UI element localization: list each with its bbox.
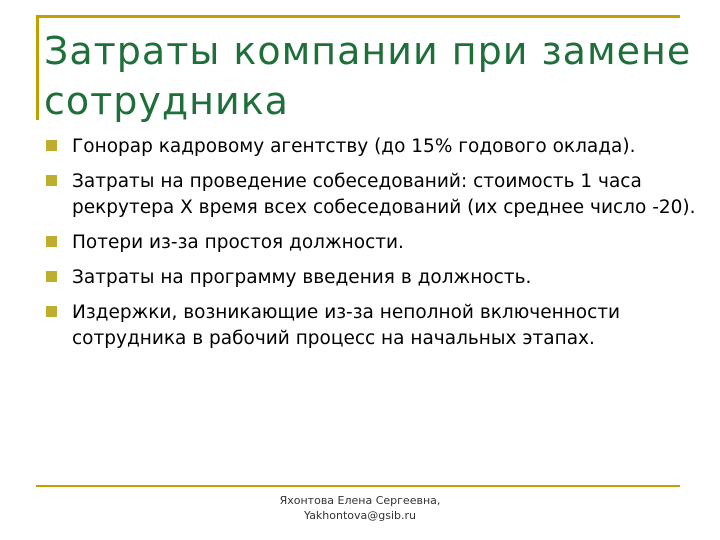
square-bullet-icon (46, 271, 57, 282)
bullet-item-agency-fee (46, 134, 706, 160)
top-accent-rule (36, 15, 680, 18)
bullet-item-vacancy-losses (46, 230, 706, 256)
footer-author: Яхонтова Елена Сергеевна, (279, 494, 441, 507)
bullet-text: Затраты на программу введения в должность. (72, 267, 532, 288)
square-bullet-icon (46, 306, 57, 317)
square-bullet-icon (46, 236, 57, 247)
square-bullet-icon (46, 175, 57, 186)
slide-title: Затраты компании при замене сотрудника (44, 29, 692, 123)
footer-email: Yakhontova@gsib.ru (303, 509, 417, 522)
bullet-item-ramp-up-losses (46, 300, 706, 352)
bullet-text: Потери из-за простоя должности. (72, 232, 404, 253)
square-bullet-icon (46, 140, 57, 151)
bullet-item-interview-costs (46, 169, 706, 221)
bullet-text: Затраты на проведение собеседований: стоимость 1 часа рекрутера Х время всех собеседований (их среднее число -20). (72, 171, 696, 218)
left-accent-rule (36, 15, 39, 120)
bullet-list (46, 134, 706, 361)
bullet-item-onboarding-costs (46, 265, 706, 291)
slide-footer (200, 493, 520, 523)
bottom-accent-rule (36, 485, 680, 487)
bullet-text: Издержки, возникающие из-за неполной включенности сотрудника в рабочий процесс на начальных этапах. (72, 302, 621, 349)
bullet-text: Гонорар кадровому агентству (до 15% годового оклада). (72, 136, 636, 157)
